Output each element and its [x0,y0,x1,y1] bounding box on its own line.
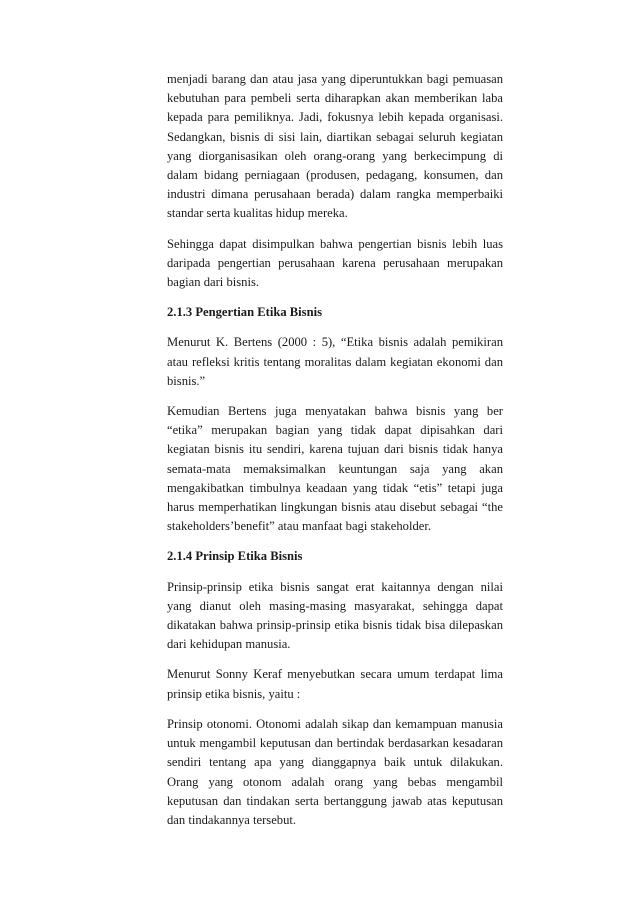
paragraph-sonny-keraf: Menurut Sonny Keraf menyebutkan secara umum terdapat lima prinsip etika bisnis, yaitu : [167,667,503,701]
paragraph-conclusion: Sehingga dapat disimpulkan bahwa pengertian bisnis lebih luas daripada pengertian perusahaan karena perusahaan merupakan bagian dari bisnis. [167,236,503,290]
paragraph-otonomi: Prinsip otonomi. Otonomi adalah sikap dan kemampuan manusia untuk mengambil keputusan dan bertindak berdasarkan kesadaran sendiri tentang apa yang dianggapnya baik untuk dilakukan. Orang yang otonom adalah orang yang bebas mengambil keputusan dan tindakan serta bertanggung jawab atas keputusan dan tindakannya tersebut. [167,716,503,827]
heading-2-1-4: 2.1.4 Prinsip Etika Bisnis [167,549,303,564]
paragraph-bertens-ethics: Kemudian Bertens juga menyatakan bahwa bisnis yang ber “etika” merupakan bagian yang tidak dapat dipisahkan dari kegiatan bisnis itu sendiri, karena tujuan dari bisnis tidak hanya semata-mata memaksimalkan keuntungan saja yang akan mengakibatkan timbulnya keadaan yang tidak “etis” tetapi juga harus memperhatikan lingkungan bisnis atau disebut sebagai “the stakeholders’benefit” atau manfaat bagi stakeholder. [167,404,503,534]
paragraph-bisnis-definition: menjadi barang dan atau jasa yang diperuntukkan bagi pemuasan kebutuhan para pembeli serta diharapkan akan memberikan laba kepada para pemiliknya. Jadi, fokusnya lebih kepada organisasi. Sedangkan, bisnis di sisi lain, diartikan sebagai seluruh kegiatan yang diorganisasikan oleh orang-orang yang berkecimpung di dalam bidang perniagaan (produsen, pedagang, konsumen, dan industri dimana perusahaan berada) dalam rangka memperbaiki standar serta kualitas hidup mereka. [167,72,503,221]
paragraph-bertens-quote: Menurut K. Bertens (2000 : 5), “Etika bisnis adalah pemikiran atau refleksi kritis tentang moralitas dalam kegiatan ekonomi dan bisnis.” [167,335,503,388]
paragraph-principles: Prinsip-prinsip etika bisnis sangat erat kaitannya dengan nilai yang dianut oleh masing-masing masyarakat, sehingga dapat dikatakan bahwa prinsip-prinsip etika bisnis tidak bisa dilepaskan dari kehidupan manusia. [167,579,503,652]
document-body [167,70,503,841]
heading-2-1-3: 2.1.3 Pengertian Etika Bisnis [167,305,322,320]
